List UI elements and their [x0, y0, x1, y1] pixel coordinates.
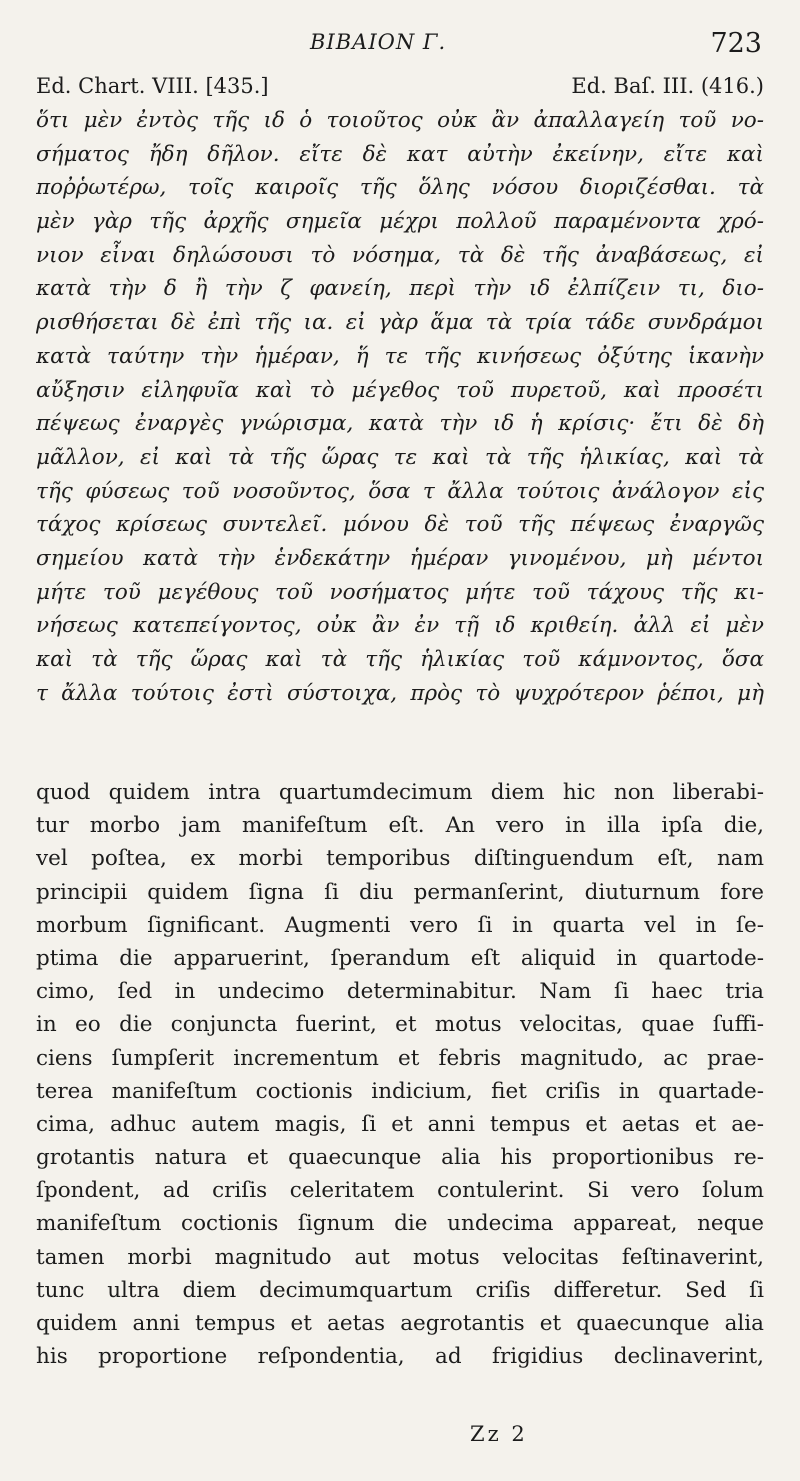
greek-line: πέψεως ἐναργὲς γνώρισμα, κατὰ τὴν ιδ ἡ κρίσις· ἔτι δὲ δὴ: [36, 411, 764, 437]
greek-line: κατὰ τὴν δ ἢ τὴν ζ φανείη, περὶ τὴν ιδ ἐλπίζειν τι, διο-: [36, 276, 764, 302]
greek-line: κατὰ ταύτην τὴν ἡμέραν, ἥ τε τῆς κινήσεως ὀξύτης ἱκανὴν: [36, 343, 764, 369]
greek-line: ὅτι μὲν ἐντὸς τῆς ιδ ὁ τοιοῦτος οὐκ ἂν ἀπαλλαγείη τοῦ νο-: [36, 108, 764, 133]
greek-line: νήσεως κατεπείγοντος, οὐκ ἂν ἐν τῇ ιδ κριθείη. ἀλλ εἰ μὲν: [36, 613, 764, 639]
latin-line: ciens ſumpſerit incrementum et febris magnitudo, ac prae-: [36, 1045, 764, 1071]
latin-line: tunc ultra diem decimumquartum criſis differetur. Sed ſi: [36, 1277, 764, 1303]
greek-line: αὔξησιν εἰληφυῖα καὶ τὸ μέγεθος τοῦ πυρετοῦ, καὶ προσέτι: [36, 377, 764, 403]
latin-line: grotantis natura et quaecunque alia his proportionibus re-: [36, 1145, 764, 1171]
latin-text-block: [36, 776, 764, 1373]
latin-line: tamen morbi magnitudo aut motus velocitas feſtinaverint,: [36, 1244, 764, 1270]
latin-line: vel poſtea, ex morbi temporibus diſtinguendum eſt, nam: [36, 846, 764, 872]
edition-chart-reference: Ed. Chart. VIII. [435.]: [36, 74, 269, 98]
greek-line: σημείου κατὰ τὴν ἑνδεκάτην ἡμέραν γινομένου, μὴ μέντοι: [36, 545, 764, 571]
greek-line: μήτε τοῦ μεγέθους τοῦ νοσήματος μήτε τοῦ τάχους τῆς κι-: [36, 579, 764, 605]
greek-line: σήματος ἤδη δῆλον. εἴτε δὲ κατ αὐτὴν ἐκείνην, εἴτε καὶ: [36, 141, 764, 167]
page-number: 723: [710, 28, 762, 59]
greek-text-block: [36, 104, 764, 710]
latin-line: cimo, ſed in undecimo determinabitur. Nam ſi haec tria: [36, 979, 764, 1005]
greek-line: ποῤῥωτέρω, τοῖς καιροῖς τῆς ὅλης νόσου διοριζέσθαι. τὰ: [36, 175, 764, 201]
greek-line: νιον εἶναι δηλώσουσι τὸ νόσημα, τὰ δὲ τῆς ἀναβάσεως, εἰ: [36, 242, 764, 268]
latin-line: in eo die conjuncta fuerint, et motus velocitas, quae ſuffi-: [36, 1012, 764, 1038]
latin-line: tur morbo jam manifeſtum eſt. An vero in illa ipſa die,: [36, 813, 764, 839]
latin-line: manifeſtum coctionis ſignum die undecima appareat, neque: [36, 1211, 764, 1237]
running-head: BIBAION Γ.: [310, 30, 447, 54]
greek-line: καὶ τὰ τῆς ὥρας καὶ τὰ τῆς ἡλικίας τοῦ κάμνοντος, ὅσα: [36, 647, 764, 672]
edition-reference-line: [36, 74, 764, 98]
greek-line: τ ἄλλα τούτοις ἐστὶ σύστοιχα, πρὸς τὸ ψυχρότερον ῥέποι, μὴ: [36, 680, 764, 706]
greek-line: μὲν γὰρ τῆς ἀρχῆς σημεῖα μέχρι πολλοῦ παραμένοντα χρό-: [36, 209, 764, 235]
latin-line: his proportione reſpondentia, ad frigidius declinaverint,: [36, 1344, 764, 1370]
greek-line: τάχος κρίσεως συντελεῖ. μόνου δὲ τοῦ τῆς πέψεως ἐναργῶς: [36, 512, 764, 538]
edition-basel-reference: Ed. Baſ. III. (416.): [571, 74, 764, 98]
latin-line: principii quidem ſigna ſi diu permanſerint, diuturnum fore: [36, 879, 764, 905]
latin-line: quidem anni tempus et aetas aegrotantis et quaecunque alia: [36, 1311, 764, 1336]
greek-line: ρισθήσεται δὲ ἐπὶ τῆς ια. εἰ γὰρ ἅμα τὰ τρία τάδε συνδράμοι: [36, 310, 764, 336]
greek-line: τῆς φύσεως τοῦ νοσοῦντος, ὅσα τ ἄλλα τούτοις ἀνάλογον εἰς: [36, 478, 764, 504]
latin-line: ſpondent, ad criſis celeritatem contulerint. Si vero ſolum: [36, 1178, 764, 1204]
latin-line: terea manifeſtum coctionis indicium, fiet criſis in quartade-: [36, 1078, 764, 1104]
greek-line: μᾶλλον, εἰ καὶ τὰ τῆς ὥρας τε καὶ τὰ τῆς ἡλικίας, καὶ τὰ: [36, 444, 764, 470]
latin-line: morbum ſignificant. Augmenti vero ſi in quarta vel in ſe-: [36, 912, 764, 938]
latin-line: ptima die apparuerint, ſperandum eſt aliquid in quartode-: [36, 945, 764, 971]
latin-line: cima, adhuc autem magis, ſi et anni tempus et aetas et ae-: [36, 1111, 764, 1137]
signature-mark: Zz 2: [470, 1422, 528, 1446]
latin-line: quod quidem intra quartumdecimum diem hic non liberabi-: [36, 780, 764, 805]
